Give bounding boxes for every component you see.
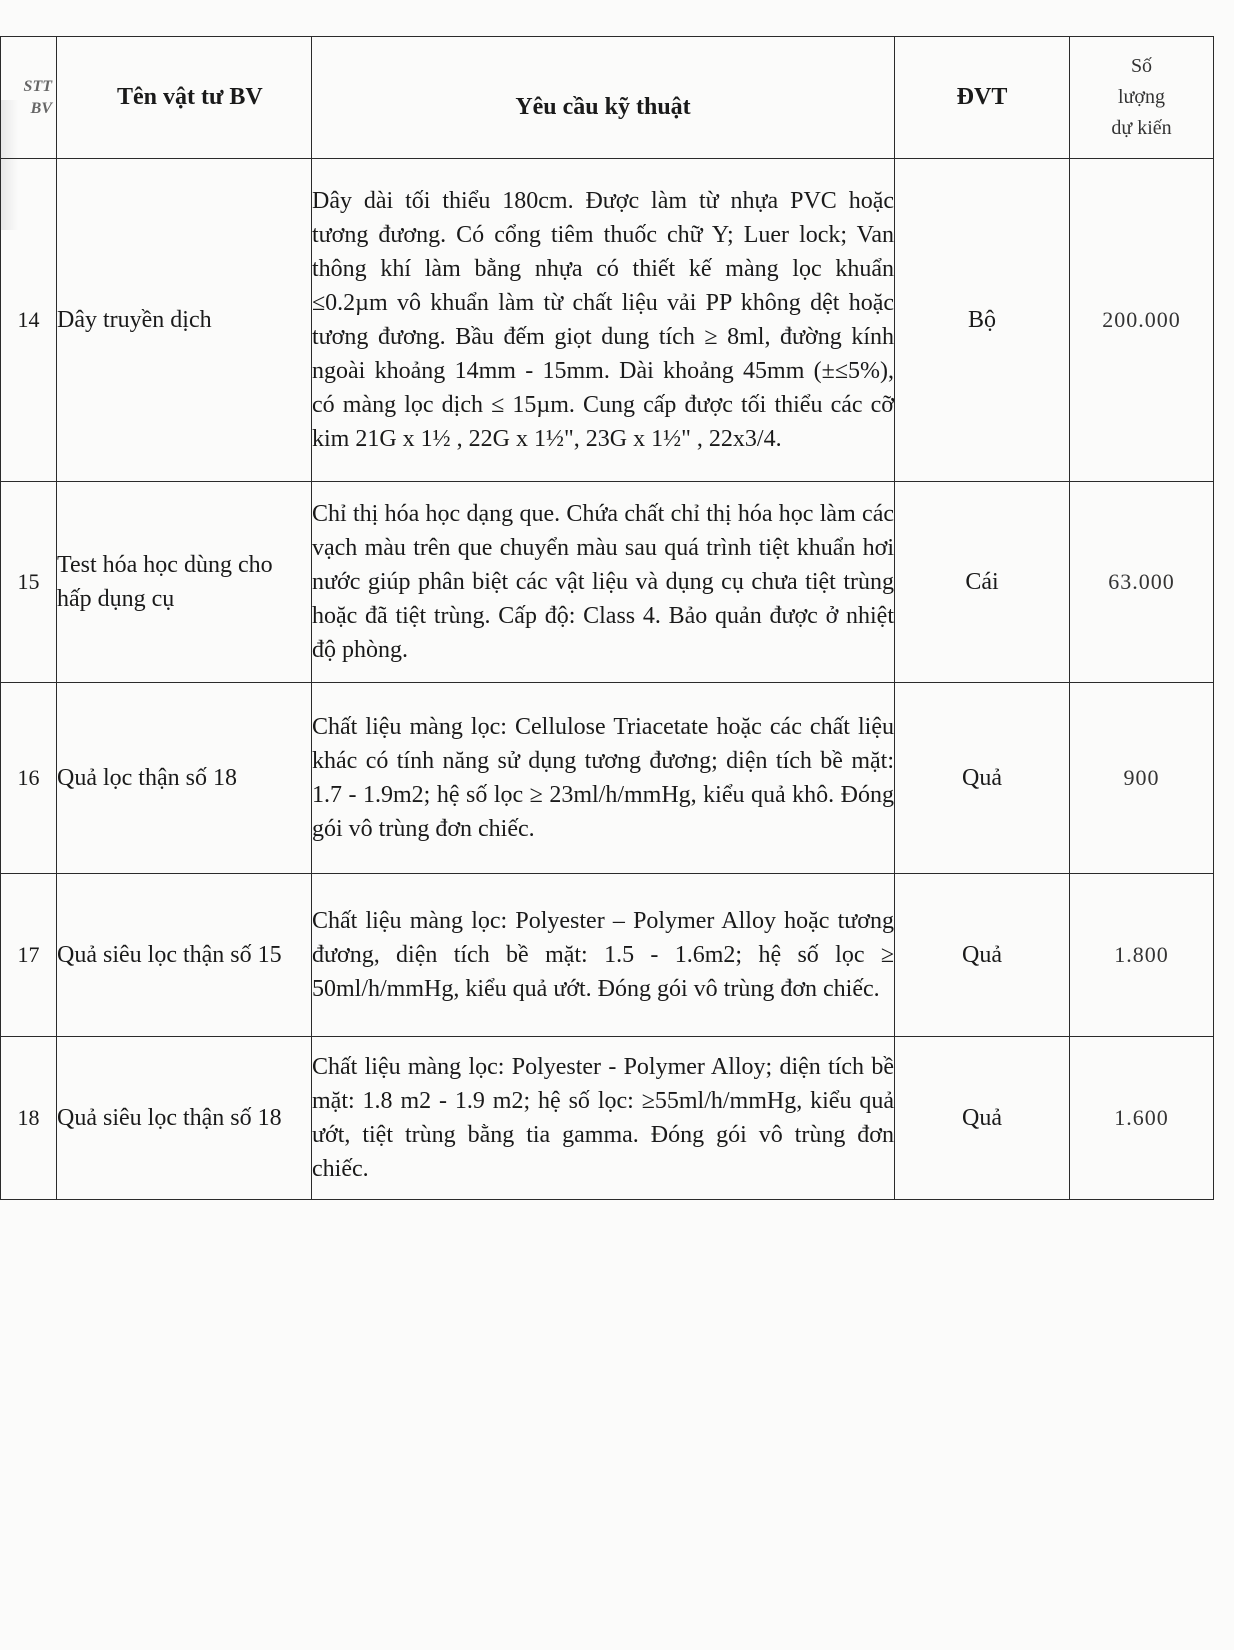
- table-row: [1, 1037, 1214, 1200]
- row-requirement: Dây dài tối thiểu 180cm. Được làm từ nhựa PVC hoặc tương đương. Có cổng tiêm thuốc chữ Y; Luer lock; Van thông khí làm bằng nhựa có thiết kế màng lọc khuẩn ≤0.2µm vô khuẩn làm từ chất liệu vải PP không dệt hoặc tương đương. Bầu đếm giọt dung tích ≥ 8ml, đường kính ngoài khoảng 14mm - 15mm. Dài khoảng 45mm (±≤5%), có màng lọc dịch ≤ 15µm. Cung cấp được tối thiểu các cỡ kim 21G x 1½ , 22G x 1½", 23G x 1½" , 22x3/4.: [312, 159, 895, 482]
- header-unit: ĐVT: [895, 37, 1070, 159]
- row-name: Quả lọc thận số 18: [57, 683, 312, 874]
- row-quantity: 900: [1070, 683, 1214, 874]
- row-stt: 17: [1, 874, 57, 1037]
- row-quantity: 1.600: [1070, 1037, 1214, 1200]
- header-quantity: Số lượng dự kiến: [1070, 37, 1214, 159]
- table-row: [1, 874, 1214, 1037]
- table-row: [1, 159, 1214, 482]
- header-stt: STT BV: [1, 37, 57, 159]
- row-unit: Quả: [895, 874, 1070, 1037]
- row-requirement: Chất liệu màng lọc: Cellulose Triacetate hoặc các chất liệu khác có tính năng sử dụng tương đương; diện tích bề mặt: 1.7 - 1.9m2; hệ số lọc ≥ 23ml/h/mmHg, kiểu quả khô. Đóng gói vô trùng đơn chiếc.: [312, 683, 895, 874]
- row-quantity: 63.000: [1070, 482, 1214, 683]
- table-row: [1, 482, 1214, 683]
- row-requirement: Chất liệu màng lọc: Polyester – Polymer Alloy hoặc tương đương, diện tích bề mặt: 1.5 - 1.6m2; hệ số lọc ≥ 50ml/h/mmHg, kiểu quả ướt. Đóng gói vô trùng đơn chiếc.: [312, 874, 895, 1037]
- supplies-table: [0, 36, 1214, 1200]
- table-row: [1, 683, 1214, 874]
- row-unit: Quả: [895, 683, 1070, 874]
- row-unit: Bộ: [895, 159, 1070, 482]
- row-stt: 14: [1, 159, 57, 482]
- row-stt: 18: [1, 1037, 57, 1200]
- row-unit: Cái: [895, 482, 1070, 683]
- row-name: Dây truyền dịch: [57, 159, 312, 482]
- table-header-row: [1, 37, 1214, 159]
- row-requirement: Chất liệu màng lọc: Polyester - Polymer Alloy; diện tích bề mặt: 1.8 m2 - 1.9 m2; hệ số lọc: ≥55ml/h/mmHg, kiểu quả ướt, tiệt trùng bằng tia gamma. Đóng gói vô trùng đơn chiếc.: [312, 1037, 895, 1200]
- row-stt: 15: [1, 482, 57, 683]
- header-name: Tên vật tư BV: [57, 37, 312, 159]
- row-name: Quả siêu lọc thận số 15: [57, 874, 312, 1037]
- row-quantity: 200.000: [1070, 159, 1214, 482]
- row-stt: 16: [1, 683, 57, 874]
- row-requirement: Chỉ thị hóa học dạng que. Chứa chất chỉ thị hóa học làm các vạch màu trên que chuyển màu sau quá trình tiệt khuẩn hơi nước giúp phân biệt các vật liệu và dụng cụ chưa tiệt trùng hoặc đã tiệt trùng. Cấp độ: Class 4. Bảo quản được ở nhiệt độ phòng.: [312, 482, 895, 683]
- header-requirement: Yêu cầu kỹ thuật: [312, 37, 895, 159]
- row-quantity: 1.800: [1070, 874, 1214, 1037]
- row-name: Test hóa học dùng cho hấp dụng cụ: [57, 482, 312, 683]
- row-name: Quả siêu lọc thận số 18: [57, 1037, 312, 1200]
- row-unit: Quả: [895, 1037, 1070, 1200]
